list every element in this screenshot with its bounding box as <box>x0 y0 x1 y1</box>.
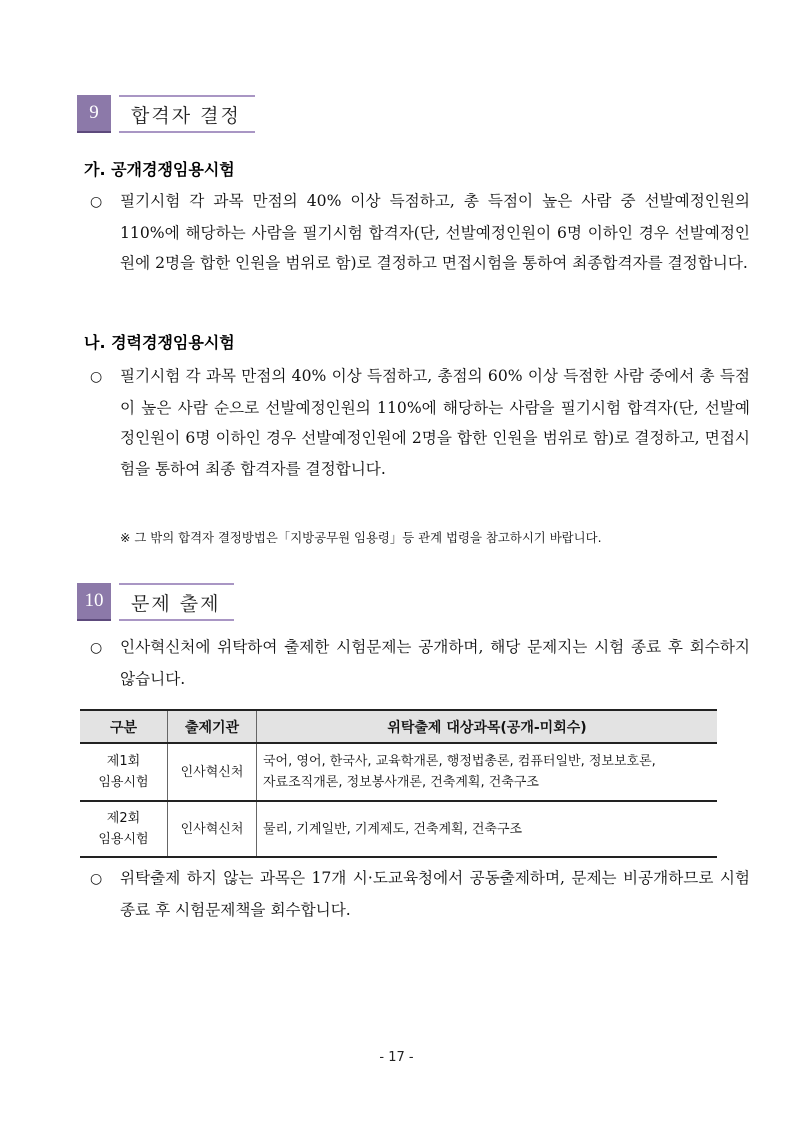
outsourced-subjects-table <box>80 709 717 858</box>
subjects-line: 물리, 기계일반, 기계제도, 건축계획, 건축구조 <box>263 821 523 837</box>
bullet-circle-icon: ○ <box>90 871 103 887</box>
exam-type-line: 임용시험 <box>98 832 149 847</box>
subheading-career-competition: 나. 경력경쟁임용시험 <box>84 333 235 352</box>
exam-type-line: 제2회 <box>106 811 141 826</box>
paragraph-career-competition <box>90 361 750 484</box>
reference-note: ※ 그 밖의 합격자 결정방법은「지방공무원 임용령」등 관계 법령을 참고하시기 바랍니다. <box>120 530 602 545</box>
bullet-circle-icon: ○ <box>90 194 103 210</box>
section-9-header <box>77 95 255 133</box>
paragraph-text: 필기시험 각 과목 만점의 40% 이상 득점하고, 총점의 60% 이상 득점한 사람 중에서 총 득점이 높은 사람 순으로 선발예정인원의 110%에 해당하는 사람을 필기시험 합격자(단, 선발예정인원이 6명 이하인 경우 선발예정인원에 2명을 합한 인원을 범위로 함)로 결정하고, 면접시험을 통하여 최종 합격자를 결정합니다. <box>120 367 750 478</box>
section-number: 9 <box>77 95 111 133</box>
exam-type-cell <box>80 801 168 857</box>
exam-type-line: 임용시험 <box>98 775 149 790</box>
agency-cell: 인사혁신처 <box>168 801 257 857</box>
subjects-line: 자료조직개론, 정보봉사개론, 건축계획, 건축구조 <box>263 775 539 790</box>
subjects-line: 국어, 영어, 한국사, 교육학개론, 행정법총론, 컴퓨터일반, 정보보호론, <box>263 754 656 769</box>
subjects-cell <box>257 801 718 857</box>
paragraph-text: 필기시험 각 과목 만점의 40% 이상 득점하고, 총 득점이 높은 사람 중 선발예정인원의 110%에 해당하는 사람을 필기시험 합격자(단, 선발예정인원이 6명 이하인 경우 선발예정인원에 2명을 합한 인원을 범위로 함)로 결정하고 면접시험을 통하여 최종합격자를 결정합니다. <box>120 192 750 272</box>
agency-cell: 인사혁신처 <box>168 743 257 801</box>
subheading-open-competition: 가. 공개경쟁임용시험 <box>84 160 235 179</box>
section-number: 10 <box>77 583 111 621</box>
section-title: 합격자 결정 <box>119 95 255 133</box>
paragraph-text: 위탁출제 하지 않는 과목은 17개 시·도교육청에서 공동출제하며, 문제는 비공개하므로 시험종료 후 시험문제책을 회수합니다. <box>120 869 751 919</box>
table-row <box>80 801 717 857</box>
section-10-header <box>77 583 234 621</box>
paragraph-text: 인사혁신처에 위탁하여 출제한 시험문제는 공개하며, 해당 문제지는 시험 종료 후 회수하지 않습니다. <box>120 638 750 688</box>
exam-type-line: 제1회 <box>106 754 141 769</box>
table-row <box>80 743 717 801</box>
table-header-row <box>80 710 717 743</box>
paragraph-open-competition <box>90 186 750 279</box>
page-number: - 17 - <box>379 1050 414 1065</box>
subjects-cell <box>257 743 718 801</box>
column-header-agency: 출제기관 <box>168 710 257 743</box>
bullet-circle-icon: ○ <box>90 640 103 656</box>
bullet-circle-icon: ○ <box>90 369 103 385</box>
column-header-subjects: 위탁출제 대상과목(공개-미회수) <box>257 710 718 743</box>
section-title: 문제 출제 <box>119 583 234 621</box>
paragraph-question-disclosure <box>90 632 750 694</box>
column-header-type: 구분 <box>80 710 168 743</box>
paragraph-joint-questions <box>90 863 750 925</box>
exam-type-cell <box>80 743 168 801</box>
